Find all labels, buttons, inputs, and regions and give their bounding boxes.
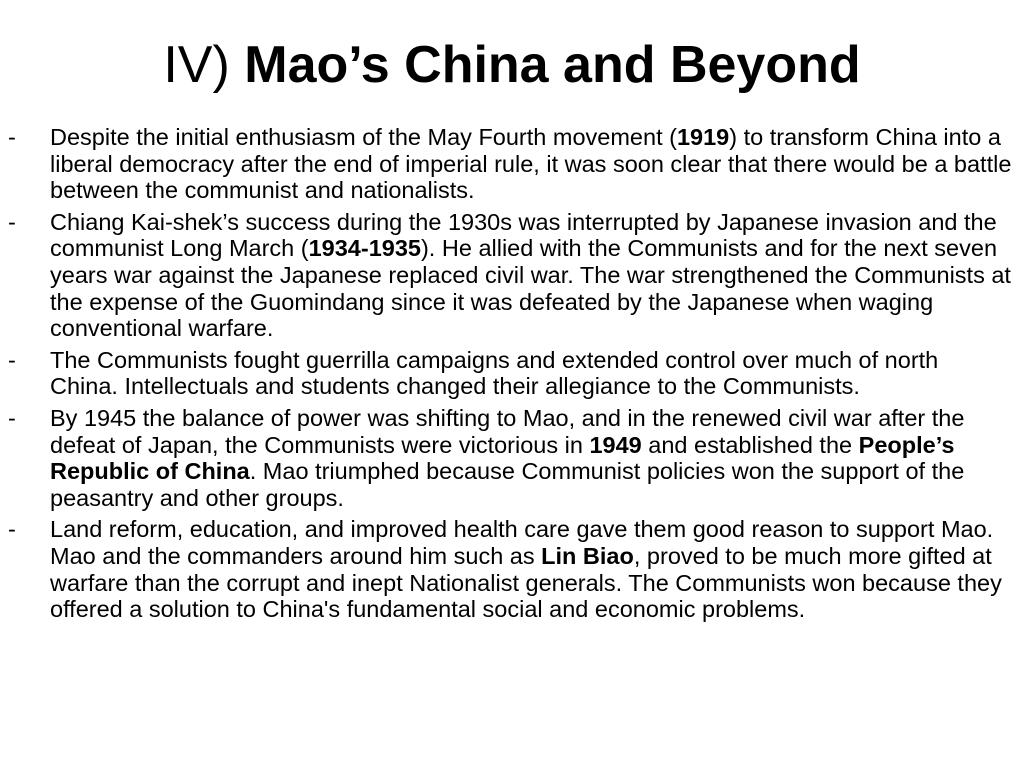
bullet-marker: - [8, 208, 16, 235]
bullet-item-5 [8, 516, 1012, 622]
bullet-text-bold: Lin Biao [541, 542, 634, 569]
bullet-text-bold: 1919 [676, 124, 730, 150]
bullet-text-bold: 1934-1935 [308, 235, 421, 262]
bullet-text-bold: 1949 [589, 431, 642, 458]
bullet-text-bold: People’s Republic of China [50, 431, 955, 485]
bullet-marker: - [8, 124, 16, 150]
bullet-text-segment: ). He allied with the Communists and for the next seven years war against the Japanese replaced civil war. The war strengthened the Communists at the expense of the Guomindang since it was defeated by the Japanese when waging conventional warfare. [50, 235, 1011, 342]
bullet-item-2 [8, 209, 1012, 342]
bullet-text-segment: Chiang Kai-shek’s success during the 1930s was interrupted by Japanese invasion and the communist Long March ( [50, 208, 997, 262]
bullet-text-segment: Despite the initial enthusiasm of the May Fourth movement ( [50, 124, 677, 150]
bullet-text-segment: and established the [641, 431, 859, 458]
bullet-list [8, 124, 1012, 628]
bullet-text-segment: Land reform, education, and improved health care gave them good reason to support Mao. Mao and the commanders around him such as [50, 516, 994, 569]
bullet-text-segment: ) to transform China into a liberal democracy after the end of imperial rule, it was soon clear that there would be a battle between the communist and nationalists. [50, 124, 1012, 204]
bullet-text-segment: By 1945 the balance of power was shifting to Mao, and in the renewed civil war after the defeat of Japan, the Communists were victorious in [50, 404, 965, 458]
slide-title [0, 30, 1024, 100]
bullet-item-4 [8, 405, 1012, 511]
bullet-marker: - [8, 516, 16, 543]
bullet-text-segment: , proved to be much more gifted at warfare than the corrupt and inept Nationalist generals. The Communists won because they offered a solution to China's fundamental social and economic problems. [50, 542, 1002, 623]
bullet-item-3 [8, 347, 1012, 400]
bullet-marker: - [8, 404, 16, 431]
title-main: Mao’s China and Beyond [244, 36, 861, 94]
bullet-text-segment: The Communists fought guerrilla campaigns and extended control over much of north China. Intellectuals and students changed their allegiance to the Communists. [50, 346, 939, 400]
title-prefix: IV) [163, 36, 230, 94]
bullet-item-1 [8, 124, 1012, 204]
bullet-text-segment: . Mao triumphed because Communist policies won the support of the peasantry and other groups. [50, 458, 965, 511]
bullet-marker: - [8, 346, 16, 373]
